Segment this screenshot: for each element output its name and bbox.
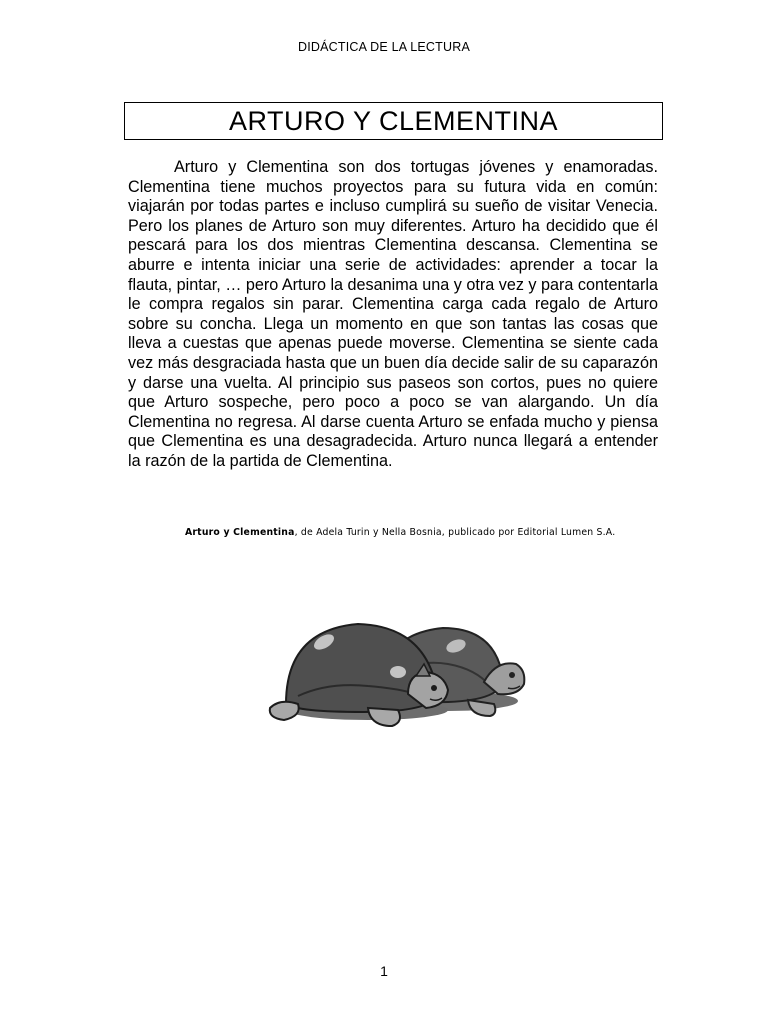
title-box [124, 102, 663, 140]
running-header: DIDÁCTICA DE LA LECTURA [297, 40, 470, 54]
story-paragraph: Arturo y Clementina son dos tortugas jóvenes y enamoradas. Clementina tiene muchos proyectos para su futura vida en común: viajarán por todas partes e incluso cumplirá su sueño de visitar Venecia. Pero los planes de Arturo son muy diferentes. Arturo ha decidido que él pescará para los dos mientras Clementina descansa. Clementina se aburre e intenta iniciar una serie de actividades: aprender a tocar la flauta, pintar, … pero Arturo la desanima una y otra vez y para contentarla le compra regalos sin parar. Clementina carga cada regalo de Arturo sobre su concha. Llega un momento en que son tantas las cosas que lleva a cuestas que apenas puede moverse. Clementina se siente cada vez más desgraciada hasta que un buen día decide salir de su caparazón y darse una vuelta. Al principio sus paseos son cortos, pues no quiere que Arturo sospeche, pero poco a poco se van alargando. Un día Clementina no regresa. Al darse cuenta Arturo se enfada mucho y piensa que Clementina es una desagradecida. Arturo nunca llegará a entender la razón de la partida de Clementina. [128, 158, 658, 470]
turtles-icon [258, 604, 528, 734]
citation [185, 527, 705, 538]
citation-book-title: Arturo y Clementina [185, 527, 295, 538]
citation-details: , de Adela Turin y Nella Bosnia, publicado por Editorial Lumen S.A. [294, 527, 616, 538]
document-title: ARTURO Y CLEMENTINA [228, 105, 559, 136]
page-number: 1 [380, 963, 388, 979]
turtles-illustration [258, 604, 528, 734]
